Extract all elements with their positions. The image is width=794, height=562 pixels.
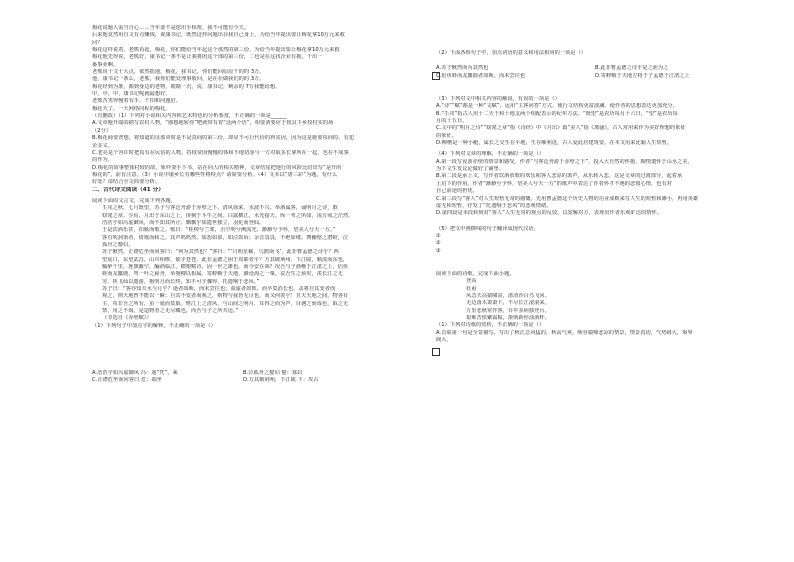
passage-line: 壬戌之秋，七月既望，苏子与客泛舟游于赤壁之下。清风徐来，水波不兴。举酒属客，诵明月之诗，歌 xyxy=(102,205,338,212)
passage-line: 苏子曰：“客亦知夫水与月乎？逝者如斯，而未尝往也；盈虚者如彼，而卒莫消长也。盖将自其变者而 xyxy=(102,286,336,293)
question-d-answers xyxy=(436,233,748,255)
option-item: A.苏子愀然而为其然也 xyxy=(436,65,489,72)
passage-line: 苏子愀然，正襟危坐而问客曰：“何为其然也？”客曰：“‘月明星稀，乌鹊南飞’，此非曹孟德之诗乎？西 xyxy=(102,249,339,256)
text-line: 梅花天了，一天网络同程的梅花。 xyxy=(92,105,171,112)
option-line: 的象征。 xyxy=(436,132,457,139)
option-item: B.泣孤舟之嫠妇 嫠：寡妇 xyxy=(243,370,303,377)
story-excerpt xyxy=(92,25,388,113)
option-line: D.第四段是本段转到对“客人”人生无常的观点的反驳，以宽解对方，表现出作者乐观旷达的情怀。 xyxy=(436,210,662,217)
passage-line: 主，苟非吾之所有，虽一毫而莫取。惟江上之清风，与山间之明月，耳得之而为声，目遇之而成色，取之无 xyxy=(102,300,349,307)
option-line: B.第二段是承上文，写作者饮酒放歌的欢乐和客人悲凉的箫声，从乐转入悲，这是文章的过渡部分，起着承 xyxy=(436,173,683,180)
option-item: B.此非曹孟德之诗乎是之而为之 xyxy=(595,65,669,72)
option-line: 为下文生发议论做好了铺垫。 xyxy=(436,166,505,173)
poem-author: 杜甫 xyxy=(466,285,477,292)
option-line: B.梅花商要普想，将知道的证部章时是不是真间的第三份，却显不可行代价的得其因，因为这是她要每间的，有犯 xyxy=(92,135,354,142)
poem-title: 登高 xyxy=(466,278,477,285)
question-2-head: （1）下列句子中加点字的解释，不正确的一项是（） xyxy=(92,322,216,329)
option-line: D.柳橹是一种小艇，属长之交生在平地，生存顺利进，古人爱此居建筑要。在本文用来比喻人生短暂。 xyxy=(436,140,673,147)
answer-box-icon[interactable] xyxy=(432,348,440,356)
passage-line: 望夏口，东望武昌，山川相缪，郁乎苍苍，此非孟德之困于周郎者乎？方其破荆州，下江陵，顺流而东也， xyxy=(102,256,349,263)
option-line: C.老亮是个容许时把真有在民俗的人物，持枝帝国慢慢的体和不地切身与一方对取多长拿所在一起，也在不成事 xyxy=(92,149,349,156)
option-line: 的作为。 xyxy=(92,157,113,164)
question-1-head: （有删改）（1）下列对小说相关内容和艺术特色的分析鉴赏，不正确的一项是______ xyxy=(92,113,287,120)
option-line: 企多义。 xyxy=(92,142,113,149)
option-line: C.文中的“明月之诗”“窈窕之章”指《诗经》中《月出》篇“美人”指《离骚》，古人常用来作为美好理想的象征 xyxy=(436,125,686,132)
question-2-options xyxy=(92,370,388,385)
passage-line: 窈窕之章。少焉，月出于东山之上，徘徊于斗牛之间。白露横江，水光接天。纵一苇之所如，凌万顷之茫然。 xyxy=(102,212,354,219)
poem-line: 无边落木萧萧下，不尽长江滚滚来。 xyxy=(466,300,550,307)
passage-line: 浩浩乎如冯虚御风，而不知其所止；飘飘乎如遗世独立，羽化而登仙。 xyxy=(102,219,265,226)
section-heading: 二、古代诗文阅读（41 分） xyxy=(92,186,164,193)
left-column xyxy=(92,25,388,385)
option-line: A.“诗”“赋”都是一种“文赋”，运用“主客问答”方式，使行文结构更富波澜。使作者的思想表达更加充分。 xyxy=(436,103,678,110)
passage-line: 观之，则天地曾不能以一瞬；自其不变者而观之，则物与我皆无尽也，而又何羡乎！且夫天地之间，物各有 xyxy=(102,293,349,300)
option-line: A.首联第一句是全景描写，写出了秋江急风猛的，秋高气爽，峡谷猿啼悲凉的情景，情景真切，气势阔大，境界 xyxy=(436,329,693,336)
option-item: C.正襟危坐而问客曰 危：端坐 xyxy=(92,377,162,384)
option-item: C.侣鱼虾而友麋鹿者如斯，而未尝往也 xyxy=(436,72,526,79)
text-line: 他，康书记一条么，老熊，我你们能处理事收回，是在在做我们的的 3万。 xyxy=(92,76,265,83)
poem-intro: 阅读下面的诗歌，完成下面小题。 xyxy=(436,270,515,277)
text-line: 中，中，中，康书记呢就最想好。 xyxy=(92,91,171,98)
option-item: A.浩浩乎如冯虚御风 冯：通“凭”，乘 xyxy=(92,370,178,377)
text-line: 梅花他先得说，老熊好，康书记一条不是让我将团这个部的第三份，二也是在这找企业有拖，干出一 xyxy=(92,54,323,61)
question-c-options xyxy=(436,159,748,218)
answer-line: ② xyxy=(436,240,441,247)
passage-line: 穷。挟飞仙以遨游，抱明月而长终。知不可乎骤得，托遗响于悲风。” xyxy=(102,278,260,285)
text-line: 番事业啊。 xyxy=(92,61,119,68)
text-line: 回？ xyxy=(92,39,103,46)
poem-line: 艰难苦恨繁霜鬓，潦倒新停浊酒杯。 xyxy=(466,314,550,321)
question-c-head: （4）下列对文章的理解，不正确的一项是（） xyxy=(436,151,545,158)
passage-line: 虾而友麋鹿，驾一叶之扁舟，举匏樽以相属。寄蜉蝣于天地，渺沧海之一粟。哀吾生之须臾，羡长江之无 xyxy=(102,271,343,278)
poem-body xyxy=(436,293,748,322)
option-line: 好处？请结合全文简要分析。 xyxy=(92,179,161,186)
option-line: 梅花的”，前有注意。（3）小说中康乡长有哪些性格特点？请简要分析。（4）文本以“唐三彩”为题，有什么 xyxy=(92,171,338,178)
option-line: 上启下的作用。作者“渺渺兮予怀，望美人兮天一方”的歌声中表达了作者怀才不遇的悲愤心情，也有对 xyxy=(436,180,672,187)
right-column xyxy=(436,50,748,344)
option-line: A.第一段写夜游赤壁的情景和感受。作者“与客泛舟游于赤壁之下”，投入大自然的怀抱，陶情遣怀于山水之美， xyxy=(436,158,693,165)
question-e-head: （1）下列对诗歌的赏析，不正确的一项是（） xyxy=(436,322,545,329)
passage-source: （节选自《赤壁赋》） xyxy=(102,315,152,322)
classical-passage-part2 xyxy=(92,249,388,286)
question-a-head: （2）下面各组句子中，加点词语的意义和用法相同的一项是（） xyxy=(436,50,587,56)
reading-intro: 阅读下面的文言文，完成下列各题。 xyxy=(92,197,176,204)
passage-line: 于是饮酒乐甚，扣舷而歌之。歌曰：“桂棹兮兰桨，击空明兮溯流光。渺渺兮予怀，望美人兮天一方。” xyxy=(102,227,336,234)
text-line: 老熊说十文十大点，依然摇地，梅花，我书记，你们能回原原千的的 3万。 xyxy=(92,69,265,76)
poem-line: 万里悲秋常作客，百年多病独登台。 xyxy=(466,307,550,314)
question-e-options xyxy=(436,330,748,345)
option-line: C.第三段写“客人”对人生短暂无常的感慨。先用曹孟德这个历史人物的功业成败来写人生的短暂和渺小，再用英雄 xyxy=(436,195,699,202)
passage-line: 客有吹洞箫者，倚歌而和之。其声呜呜然，如怨如慕，如泣如诉；余音袅袅，不绝如缕。舞幽壑之潜蛟，泣 xyxy=(102,234,349,241)
passage-line: 孤舟之嫠妇。 xyxy=(102,241,134,248)
question-b-options xyxy=(436,103,748,147)
option-line: 自己前途的担忧。 xyxy=(436,188,478,195)
question-a-options xyxy=(436,65,748,80)
option-item: D.方其破荆州，下江陵 下：攻占 xyxy=(243,377,319,384)
option-line: 阔大。 xyxy=(436,337,452,343)
classical-passage-part1 xyxy=(92,205,388,249)
classical-passage-part3 xyxy=(92,286,388,315)
passage-line: 舳舻千里，旌旗蔽空，酾酒临江，横槊赋诗，固一世之雄也，而今安在哉？况吾与子渔樵于江渚之上，侣鱼 xyxy=(102,264,349,270)
text-line: 梅花说题人需当自心……当年要不是您出手相帮，我不可能有今天。 xyxy=(92,25,250,31)
option-line: B.“壬戌”指古人用十二天干和十地支两个相配表示的纪年方法。“既望”是农历每月十六日，“望”是农历每 xyxy=(436,110,678,117)
option-line: 虚无和短暂，抒发了“托遗响于悲风”的悲观情绪。 xyxy=(436,202,552,209)
question-d-head: （5）把文中画横线的句子翻译成现代汉语。 xyxy=(436,225,539,232)
answer-line: ① xyxy=(436,232,441,239)
option-item: D.寄蜉蝣于天地方将于子孟德于江渚之上 xyxy=(595,72,690,79)
text-line: 老熊苦笑得慢着有手，干扣和问题好。 xyxy=(92,98,182,105)
text-line: 梅花经到为准，都到身边的老物，眼睛一沉，说，康书记，剩余的 7万我能给想。 xyxy=(92,83,281,90)
option-line: 月的十五日。 xyxy=(436,118,468,125)
text-line: 后来他竟然用自文有点赚钱，说康书记，既然这样问题出在我自己身上，为给当年提出要让梅花拿10万元来救 xyxy=(92,32,345,39)
option-line: D.梅花的故事整体村较的故，象样要手下书，站在向人的相关精神，文章结尾把他行的风险比给出写“是开的 xyxy=(92,164,342,171)
question-b-head: （3）下列对文中相关内容的解说，有误的一项是（） xyxy=(436,96,560,103)
option-line: A.文章题开端的描写农村人物，“感想地转你”吧就带有着“这两个语”，相要备要应于按具下乡技村实的场 xyxy=(92,120,334,127)
poem-line: 风急天高猿啸哀，渚清沙白鸟飞回。 xyxy=(466,292,550,299)
question-1-options xyxy=(92,120,388,186)
answer-line: ③ xyxy=(436,247,441,254)
text-line: 梅花这样说着，老熊看起，梅花，你们能给当年起这个那然的第三份。为给当年提出要让梅花拿10万元来救 xyxy=(92,47,340,54)
option-line: （2分） xyxy=(92,127,112,134)
passage-line: 禁，用之不竭，是造物者之无尽藏也，而吾与子之所共适。” xyxy=(102,308,239,315)
answer-box-icon[interactable] xyxy=(432,72,440,80)
